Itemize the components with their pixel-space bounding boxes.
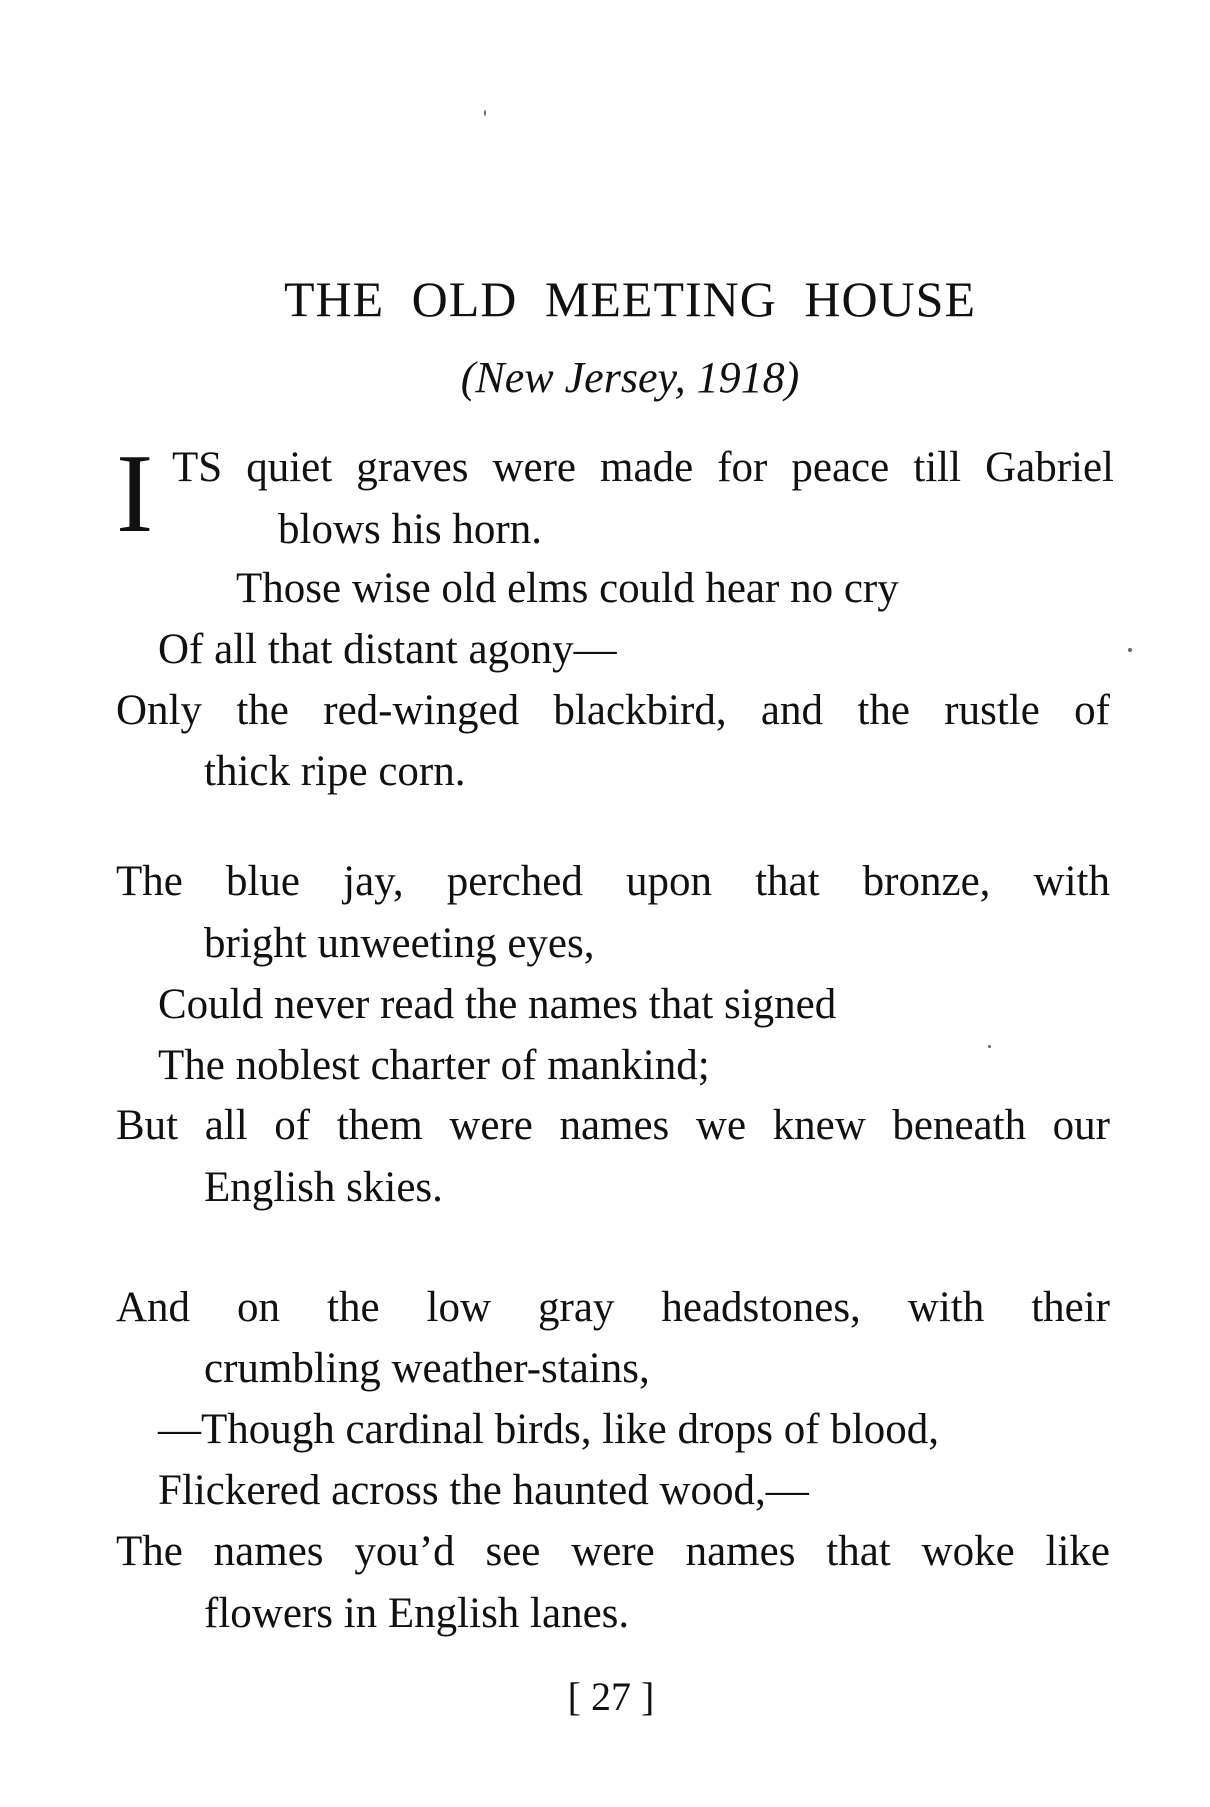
scan-speck	[484, 110, 486, 116]
poem-line: The names you’d see were names that woke like	[116, 1528, 1110, 1575]
poem-line: The noblest charter of mankind;	[158, 1042, 710, 1089]
poem-line: Flickered across the haunted wood,—	[158, 1467, 809, 1514]
poem-line: bright unweeting eyes,	[204, 920, 595, 967]
poem-line: Could never read the names that signed	[158, 981, 837, 1028]
poem-line: Those wise old elms could hear no cry	[236, 565, 899, 612]
poem-line: blows his horn.	[278, 506, 542, 553]
poem-line: flowers in English lanes.	[204, 1590, 630, 1637]
poem-line: thick ripe corn.	[204, 748, 466, 795]
page-number: [ 27 ]	[567, 1674, 655, 1719]
poem-subtitle: (New Jersey, 1918)	[460, 353, 800, 402]
poem-line: English skies.	[204, 1164, 443, 1211]
scan-speck	[988, 1045, 991, 1048]
poem-line: —Though cardinal birds, like drops of blood,	[158, 1406, 940, 1453]
poem-line: Only the red-winged blackbird, and the rustle of	[116, 687, 1110, 734]
poem-line: Of all that distant agony—	[158, 626, 617, 673]
scan-speck	[1128, 648, 1132, 652]
poem-line: The blue jay, perched upon that bronze, with	[116, 858, 1110, 905]
poem-line: But all of them were names we knew beneath our	[116, 1102, 1110, 1149]
poem-line: crumbling weather-stains,	[204, 1345, 650, 1392]
poem-line: And on the low gray headstones, with their	[116, 1284, 1110, 1331]
poem-title: THE OLD MEETING HOUSE	[283, 271, 977, 327]
drop-cap: I	[116, 432, 154, 556]
poem-line: TS quiet graves were made for peace till Gabriel	[172, 444, 1114, 491]
